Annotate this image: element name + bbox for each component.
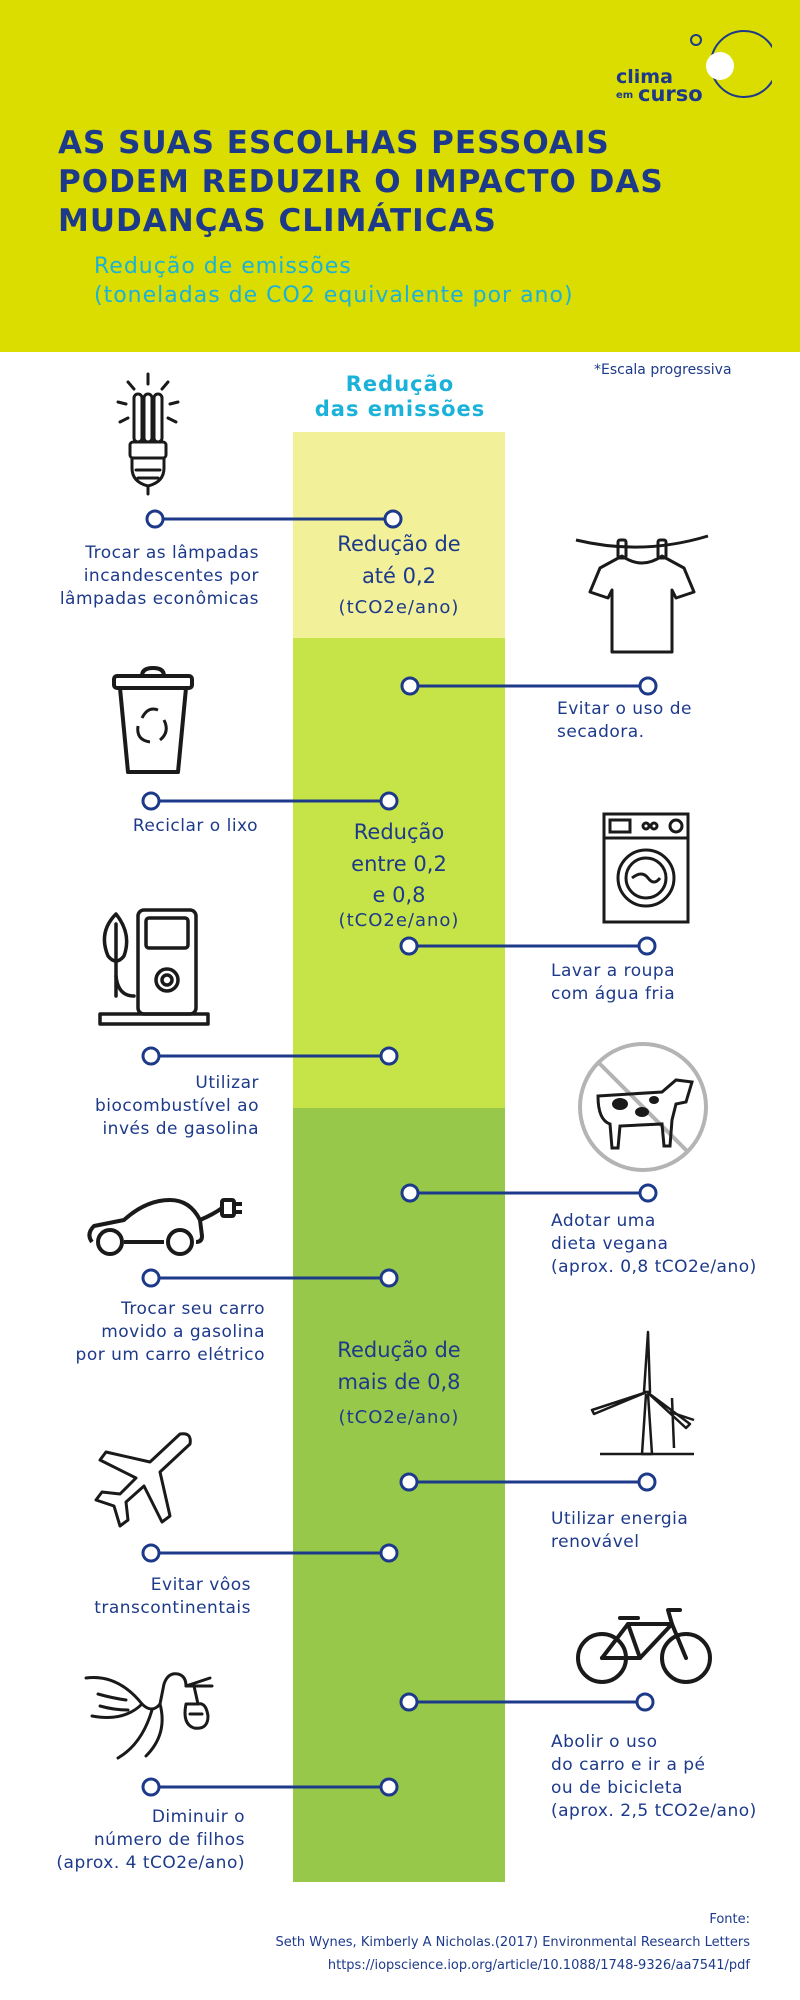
title-line: AS SUAS ESCOLHAS PESSOAIS (58, 125, 610, 161)
logo-word-em: em (616, 90, 634, 101)
item-label-line: Utilizar (195, 1073, 259, 1093)
band-label-line: Redução de (337, 532, 461, 556)
source-link[interactable]: https://iopscience.iop.org/article/10.1088/1748-9326/aa7541/pdf (327, 1958, 750, 1973)
item-label-line: Trocar seu carro (120, 1299, 265, 1319)
column-title-line: Redução (345, 372, 455, 396)
item-label-line: (aprox. 2,5 tCO2e/ano) (551, 1801, 757, 1821)
band-label-line: entre 0,2 (351, 852, 447, 876)
band-label-line: Redução (353, 820, 445, 844)
wind-turbine-icon (590, 1328, 696, 1462)
no-cow-icon (576, 1040, 710, 1174)
logo-word-curso: curso (638, 82, 703, 106)
item-label-line: Diminuir o (151, 1807, 245, 1827)
item-label-vegan (551, 1210, 757, 1279)
item-label-line: biocombustível ao (95, 1096, 259, 1116)
title-line: PODEM REDUZIR O IMPACTO DAS (58, 164, 664, 200)
title-line: MUDANÇAS CLIMÁTICAS (58, 203, 497, 239)
washing-machine-icon (602, 812, 690, 924)
item-label-line: Trocar as lâmpadas (85, 543, 259, 563)
item-label-flights (94, 1574, 251, 1620)
band-label-unit: (tCO2e/ano) (338, 1407, 460, 1428)
item-label-line: incandescentes por (83, 566, 259, 586)
item-label-line: do carro e ir a pé (551, 1755, 706, 1775)
column-title-line: das emissões (314, 397, 486, 421)
item-label-line: movido a gasolina (101, 1322, 265, 1342)
item-label-line: secadora. (557, 722, 645, 742)
scale-note: *Escala progressiva (594, 362, 732, 378)
stork-baby-icon (82, 1664, 218, 1768)
item-label-line: dieta vegana (551, 1234, 669, 1254)
item-label-lamps (60, 542, 259, 611)
item-label-children (56, 1806, 245, 1875)
subtitle-line: (toneladas de CO2 equivalente por ano) (94, 283, 574, 308)
bicycle-icon (576, 1604, 712, 1686)
band-label-line: e 0,8 (372, 883, 426, 907)
item-label-line: (aprox. 0,8 tCO2e/ano) (551, 1257, 757, 1277)
tshirt-clothesline-icon (572, 530, 712, 658)
subtitle-line: Redução de emissões (94, 254, 352, 279)
biofuel-pump-icon (94, 906, 214, 1028)
source-label: Fonte: (709, 1912, 750, 1927)
item-label-cold-wash (551, 960, 675, 1006)
item-label-line: transcontinentais (94, 1598, 251, 1618)
item-label-bicycle (551, 1731, 757, 1823)
item-label-line: invés de gasolina (102, 1119, 259, 1139)
source-citation: Seth Wynes, Kimberly A Nicholas.(2017) Environmental Research Letters (275, 1935, 750, 1950)
item-label-biofuel (95, 1072, 259, 1141)
item-label-line: Adotar uma (551, 1211, 656, 1231)
item-label-line: Evitar o uso de (557, 699, 692, 719)
item-label-electric-car (76, 1298, 265, 1367)
item-label-dryer (557, 698, 692, 744)
item-label-line: renovável (551, 1532, 640, 1552)
band-label-line: mais de 0,8 (337, 1370, 461, 1394)
logo-word-clima: clima (616, 66, 673, 88)
band-label-unit: (tCO2e/ano) (338, 910, 460, 931)
electric-car-icon (84, 1190, 244, 1258)
band-label-unit: (tCO2e/ano) (338, 597, 460, 618)
airplane-icon (90, 1430, 194, 1534)
item-label-line: Utilizar energia (551, 1509, 689, 1529)
item-label-renewable (551, 1508, 688, 1554)
lightbulb-icon (112, 372, 184, 496)
item-label-recycle (133, 815, 258, 838)
band-label-line: até 0,2 (361, 564, 437, 588)
recycle-bin-icon (112, 666, 194, 776)
item-label-line: Lavar a roupa (551, 961, 676, 981)
item-label-line: número de filhos (93, 1830, 245, 1850)
item-label-line: Evitar vôos (150, 1575, 251, 1595)
item-label-line: lâmpadas econômicas (59, 589, 259, 609)
item-label-line: com água fria (551, 984, 676, 1004)
item-label-line: (aprox. 4 tCO2e/ano) (56, 1853, 245, 1873)
item-label-line: ou de bicicleta (551, 1778, 683, 1798)
item-label-line: por um carro elétrico (75, 1345, 265, 1365)
source-footer (276, 1908, 751, 1977)
band-label-line: Redução de (337, 1338, 461, 1362)
item-label-line: Reciclar o lixo (132, 816, 258, 836)
item-label-line: Abolir o uso (551, 1732, 658, 1752)
